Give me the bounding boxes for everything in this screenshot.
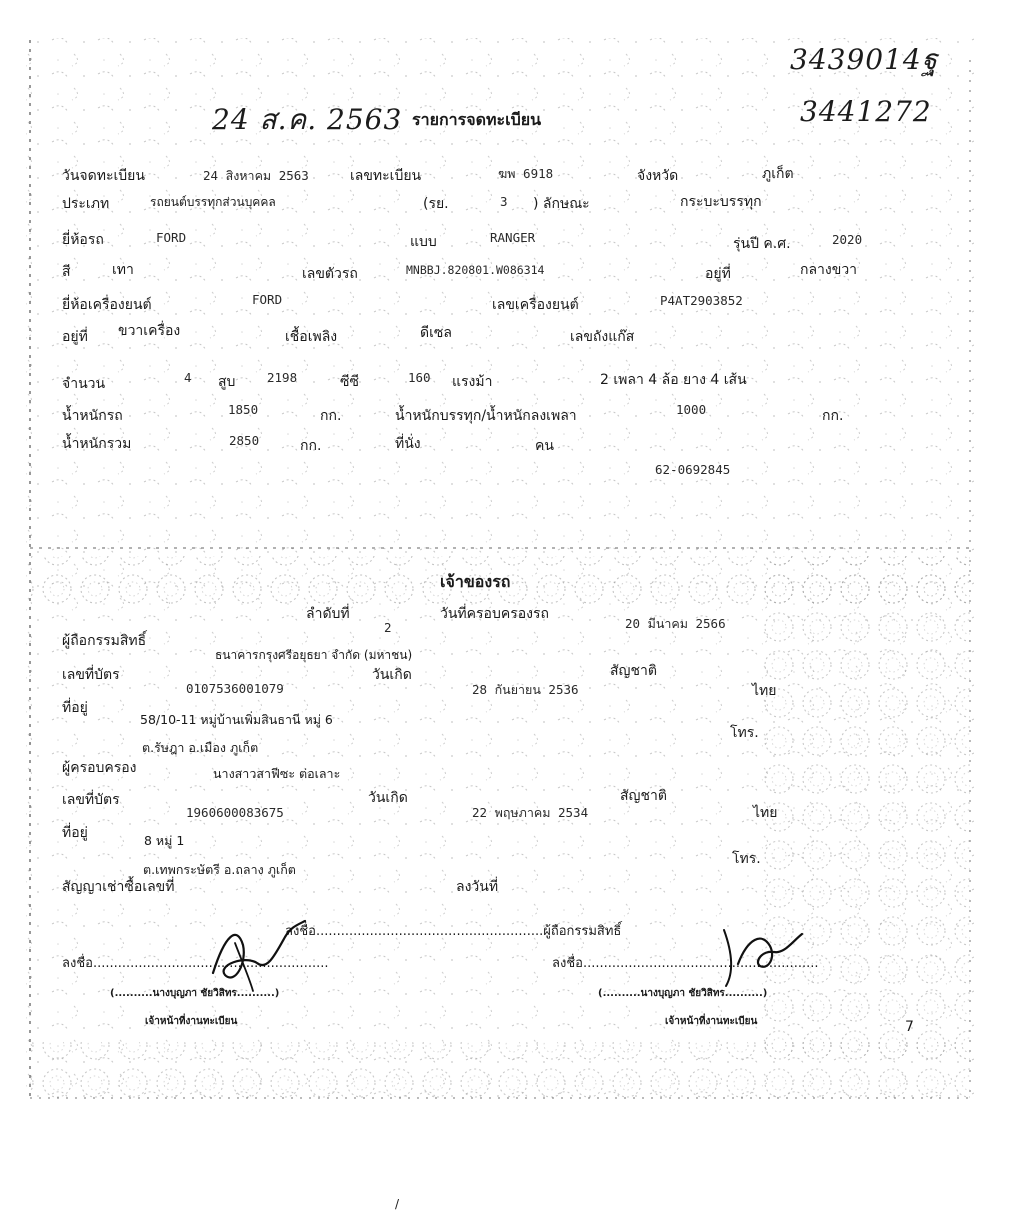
address-label: ที่อยู่: [62, 700, 88, 716]
engine-brand-label: ยี่ห้อเครื่องยนต์: [62, 297, 152, 313]
engine-brand-value: FORD: [252, 292, 283, 307]
brand-value: FORD: [156, 230, 187, 245]
card2-value: 1960600083675: [186, 805, 284, 820]
address2-line-2: ต.เทพกระษัตรี อ.ถลาง ภูเก็ต: [143, 862, 296, 877]
bottom-mark: /: [395, 1197, 400, 1211]
phone-label: โทร.: [730, 725, 759, 741]
card-value: 0107536001079: [186, 681, 284, 696]
plate-label: เลขทะเบียน: [350, 168, 422, 184]
reg-date-label: วันจดทะเบียน: [62, 168, 145, 184]
hp-unit: แรงม้า: [452, 374, 493, 390]
left-officer-role: เจ้าหน้าที่งานทะเบียน: [145, 1016, 238, 1027]
right-signature-line: ลงชื่อ.........................................................: [552, 956, 819, 971]
rs-label: (รย.: [423, 196, 449, 212]
birth-value: 28 กันยายน 2536: [472, 682, 579, 697]
left-signature-line: ลงชื่อ.........................................................: [62, 956, 329, 971]
card-label: เลขที่บัตร: [62, 667, 120, 683]
address2-line-1: 8 หมู่ 1: [144, 833, 185, 848]
order-label: ลำดับที่: [306, 606, 350, 622]
plate-value: ฆพ 6918: [498, 166, 554, 181]
color-label: สี: [62, 264, 71, 280]
color-value: เทา: [112, 262, 134, 278]
possession-date-value: 20 มีนาคม 2566: [625, 616, 726, 631]
cc-unit: ซีซี: [340, 374, 360, 390]
rs-value: 3: [500, 194, 508, 209]
nationality2-value: ไทย: [753, 805, 778, 821]
weight-unit: กก.: [320, 408, 342, 424]
reg-date-value: 24 สิงหาคม 2563: [203, 168, 309, 183]
persons-unit: คน: [535, 438, 554, 454]
birth2-value: 22 พฤษภาคม 2534: [472, 805, 589, 820]
holder-label: ผู้ถือกรรมสิทธิ์: [62, 633, 147, 649]
hp-value: 160: [408, 370, 431, 385]
total-weight-value: 2850: [229, 433, 260, 448]
cylinders-value: 4: [184, 370, 192, 385]
left-handwritten-signature: [205, 915, 315, 995]
chassis-label: เลขตัวรถ: [302, 266, 358, 282]
total-weight-label: น้ำหนักรวม: [62, 436, 132, 452]
handwritten-number-top: 3439014ฐ: [790, 43, 939, 76]
brand-label: ยี่ห้อรถ: [62, 232, 104, 248]
address-line-2: ต.รัษฎา อ.เมือง ภูเก็ต: [142, 740, 259, 755]
fuel-value: ดีเซล: [420, 325, 452, 341]
load-label: น้ำหนักบรรทุก/น้ำหนักลงเพลา: [395, 408, 577, 424]
page-number: 7: [905, 1019, 914, 1035]
birth-label: วันเกิด: [372, 667, 412, 683]
chassis-location-value: กลางขวา: [800, 262, 858, 278]
right-officer-name: (..........นางบุญภา ชัยวิสิทร..........): [598, 988, 768, 999]
handwritten-date: 24 ส.ค. 2563: [212, 103, 403, 136]
fuel-label: เชื้อเพลิง: [285, 329, 338, 345]
holder-value: ธนาคารกรุงศรีอยุธยา จำกัด (มหาชน): [215, 648, 413, 662]
model-label: แบบ: [410, 234, 437, 250]
engine-no-label: เลขเครื่องยนต์: [492, 297, 579, 313]
right-officer-role: เจ้าหน้าที่งานทะเบียน: [665, 1016, 758, 1027]
card2-label: เลขที่บัตร: [62, 792, 120, 808]
contract-label: สัญญาเช่าซื้อเลขที่: [62, 879, 175, 895]
model-value: RANGER: [490, 230, 536, 245]
possessor-label: ผู้ครอบครอง: [62, 760, 137, 776]
load-value: 1000: [676, 402, 707, 417]
address2-label: ที่อยู่: [62, 825, 88, 841]
reference-number: 62-0692845: [655, 462, 731, 477]
engine-location-value: ขวาเครื่อง: [118, 323, 181, 339]
possession-date-label: วันที่ครอบครองรถ: [440, 606, 549, 622]
load-unit: กก.: [822, 408, 844, 424]
style-label: ) ลักษณะ: [533, 196, 590, 212]
chassis-value: MNBBJ.820801.W086314: [406, 263, 545, 277]
holder-signature-line: ลงชื่อ.......................................................ผู้ถือกรรมสิทธิ์: [285, 924, 622, 939]
axles-wheels-value: 2 เพลา 4 ล้อ ยาง 4 เส้น: [600, 372, 747, 388]
order-value: 2: [384, 620, 392, 635]
phone2-label: โทร.: [732, 851, 761, 867]
nationality-value: ไทย: [752, 683, 777, 699]
province-value: ภูเก็ต: [762, 166, 794, 182]
year-value: 2020: [832, 232, 863, 247]
weight-value: 1850: [228, 402, 259, 417]
birth2-label: วันเกิด: [368, 790, 408, 806]
province-label: จังหวัด: [637, 168, 679, 184]
cylinders-unit: สูบ: [218, 374, 236, 390]
cc-value: 2198: [267, 370, 298, 385]
gas-tank-label: เลขถังแก๊ส: [570, 329, 635, 345]
possessor-value: นางสาวสาฟีซะ ต่อเลาะ: [213, 766, 341, 781]
right-handwritten-signature: [712, 912, 812, 992]
owner-title: เจ้าของรถ: [440, 572, 511, 591]
nationality-label: สัญชาติ: [610, 663, 657, 679]
chassis-location-label: อยู่ที่: [705, 266, 731, 282]
year-label: รุ่นปี ค.ศ.: [733, 236, 791, 252]
count-label: จำนวน: [62, 376, 106, 392]
type-label: ประเภท: [62, 196, 110, 212]
engine-location-label: อยู่ที่: [62, 329, 88, 345]
nationality2-label: สัญชาติ: [620, 788, 667, 804]
total-weight-unit: กก.: [300, 438, 322, 454]
left-officer-name: (..........นางบุญภา ชัยวิสิทร..........): [110, 988, 280, 999]
seats-label: ที่นั่ง: [395, 436, 421, 452]
style-value: กระบะบรรทุก: [680, 194, 762, 210]
handwritten-number-second: 3441272: [800, 95, 932, 128]
type-value: รถยนต์บรรทุกส่วนบุคคล: [150, 195, 276, 209]
address-line-1: 58/10-11 หมู่บ้านเพิ่มสินธานี หมู่ 6: [140, 712, 333, 727]
weight-label: น้ำหนักรถ: [62, 408, 123, 424]
registration-title: รายการจดทะเบียน: [412, 110, 542, 129]
contract-date-label: ลงวันที่: [456, 879, 499, 895]
engine-no-value: P4AT2903852: [660, 293, 743, 308]
